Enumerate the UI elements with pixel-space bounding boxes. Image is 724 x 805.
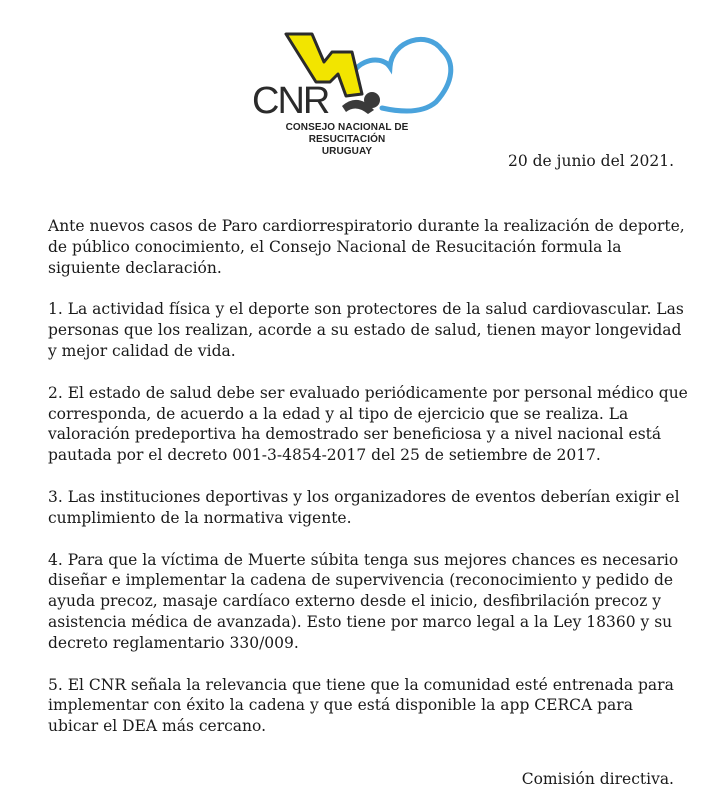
point-4-paragraph: 4. Para que la víctima de Muerte súbita tenga sus mejores chances es necesario diseñar e implementar la cadena de supervivencia (reconocimiento y pedido de ayuda precoz, masaje cardíaco externo desde el inicio, desfibrilación precoz y asistencia médica de avanzada). Esto tiene por marco legal a la Ley 18360 y su decreto reglamentario 330/009. [48, 550, 679, 652]
org-name-line2: URUGUAY [321, 146, 373, 157]
logo-acronym: CNR [252, 80, 329, 122]
cnr-logo [250, 22, 490, 157]
declaration-body [48, 216, 688, 758]
org-name [254, 122, 440, 158]
point-5-paragraph: 5. El CNR señala la relevancia que tiene que la comunidad esté entrenada para implementar con éxito la cadena y que está disponible la app CERCA para ubicar el DEA más cercano. [48, 675, 674, 736]
point-2-paragraph: 2. El estado de salud debe ser evaluado periódicamente por personal médico que corresponda, de acuerdo a la edad y al tipo de ejercicio que se realiza. La valoración predeportiva ha demostrado ser beneficiosa y a nivel nacional está pautada por el decreto 001-3-4854-2017 del 25 de setiembre de 2017. [48, 383, 688, 465]
point-1-paragraph: 1. La actividad física y el deporte son protectores de la salud cardiovascular. Las personas que los realizan, acorde a su estado de salud, tienen mayor longevidad y mejor calidad de vida. [48, 300, 684, 360]
intro-paragraph: Ante nuevos casos de Paro cardiorrespiratorio durante la realización de deporte, de público conocimiento, el Consejo Nacional de Resucitación formula la siguiente declaración. [48, 217, 685, 277]
org-name-line1: CONSEJO NACIONAL DE RESUCITACIÓN [285, 122, 409, 145]
point-3-paragraph: 3. Las instituciones deportivas y los organizadores de eventos deberían exigir el cumplimiento de la normativa vigente. [48, 487, 680, 527]
signature: Comisión directiva. [521, 770, 674, 788]
document-date: 20 de junio del 2021. [507, 152, 674, 170]
